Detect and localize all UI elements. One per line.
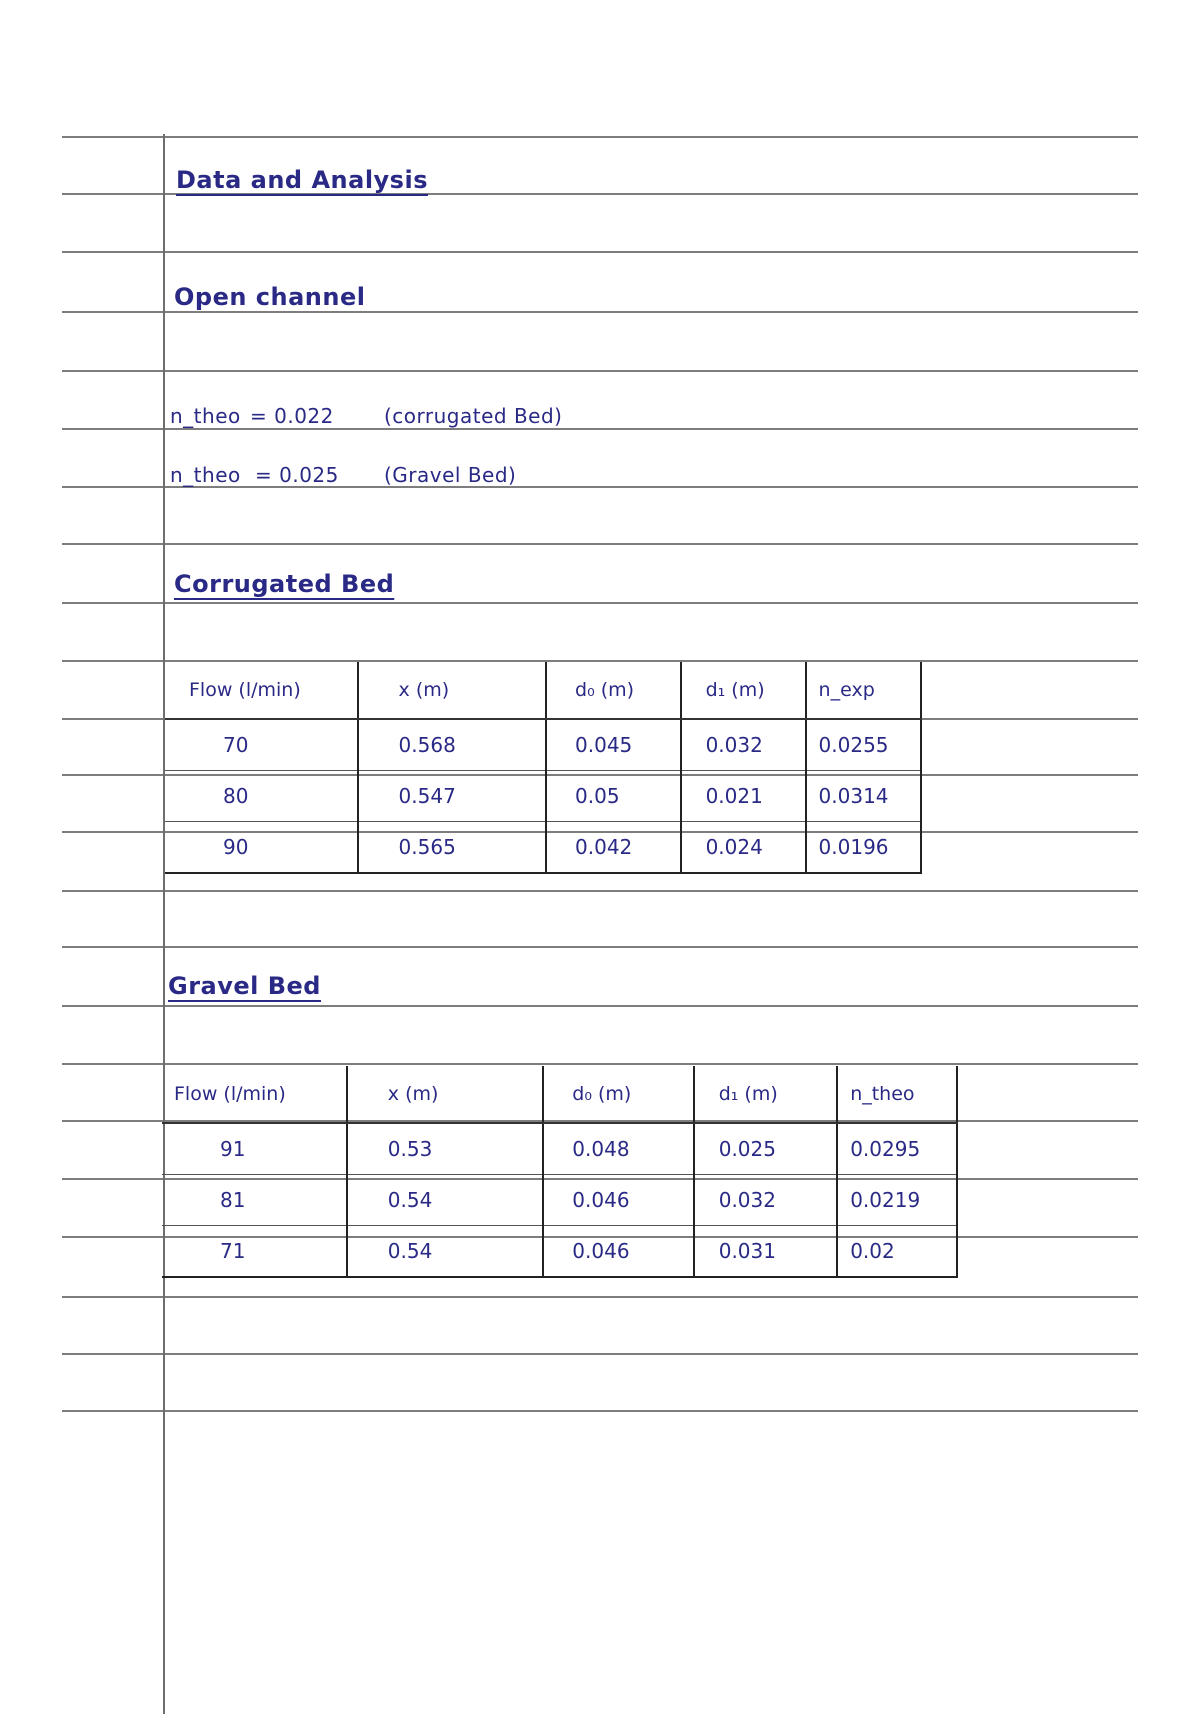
theory-value: = 0.022 xyxy=(250,404,334,428)
table-cell: 0.565 xyxy=(358,822,546,874)
section-title: Open channel xyxy=(174,283,366,311)
column-header: x (m) xyxy=(358,662,546,719)
ruled-line xyxy=(62,1005,1138,1007)
table-cell: 0.0196 xyxy=(806,822,921,874)
column-header: Flow (l/min) xyxy=(162,1066,347,1123)
table-row xyxy=(165,822,921,874)
table-cell: 0.05 xyxy=(546,771,681,822)
table-header-row xyxy=(162,1066,957,1123)
margin-line xyxy=(163,134,165,1714)
column-header: d₁ (m) xyxy=(694,1066,837,1123)
column-header: d₀ (m) xyxy=(543,1066,693,1123)
table-row xyxy=(165,719,921,771)
theory-note: (corrugated Bed) xyxy=(384,404,563,428)
column-header: d₀ (m) xyxy=(546,662,681,719)
column-header: x (m) xyxy=(347,1066,544,1123)
table-cell: 0.042 xyxy=(546,822,681,874)
table-cell: 0.021 xyxy=(681,771,806,822)
table-cell: 0.0255 xyxy=(806,719,921,771)
table-cell: 80 xyxy=(165,771,358,822)
ruled-line xyxy=(62,136,1138,138)
ruled-line xyxy=(62,311,1138,313)
table-cell: 81 xyxy=(162,1175,347,1226)
theory-label: n_theo xyxy=(170,463,241,487)
ruled-line xyxy=(62,890,1138,892)
table-cell: 91 xyxy=(162,1123,347,1175)
gravel-heading: Gravel Bed xyxy=(168,972,321,1000)
table-cell: 0.568 xyxy=(358,719,546,771)
table-cell: 70 xyxy=(165,719,358,771)
page-title: Data and Analysis xyxy=(176,166,428,194)
theory-note: (Gravel Bed) xyxy=(384,463,517,487)
ruled-line xyxy=(62,946,1138,948)
table-row xyxy=(165,771,921,822)
column-header: d₁ (m) xyxy=(681,662,806,719)
table-cell: 0.0314 xyxy=(806,771,921,822)
corrugated-table xyxy=(165,662,922,874)
table-cell: 0.0295 xyxy=(837,1123,957,1175)
ruled-line xyxy=(62,1353,1138,1355)
table-cell: 0.024 xyxy=(681,822,806,874)
table-row xyxy=(162,1175,957,1226)
table-cell: 0.048 xyxy=(543,1123,693,1175)
ruled-line xyxy=(62,1410,1138,1412)
corrugated-heading: Corrugated Bed xyxy=(174,570,395,598)
column-header: n_exp xyxy=(806,662,921,719)
table-cell: 0.045 xyxy=(546,719,681,771)
table-cell: 0.53 xyxy=(347,1123,544,1175)
column-header: n_theo xyxy=(837,1066,957,1123)
table-cell: 0.02 xyxy=(837,1226,957,1278)
table-cell: 0.547 xyxy=(358,771,546,822)
column-header: Flow (l/min) xyxy=(165,662,358,719)
theory-value: = 0.025 xyxy=(255,463,339,487)
table-cell: 71 xyxy=(162,1226,347,1278)
table-cell: 0.032 xyxy=(694,1175,837,1226)
table-cell: 0.046 xyxy=(543,1175,693,1226)
ruled-line xyxy=(62,428,1138,430)
table-cell: 0.025 xyxy=(694,1123,837,1175)
ruled-line xyxy=(62,1063,1138,1065)
table-row xyxy=(162,1123,957,1175)
ruled-line xyxy=(62,543,1138,545)
table-cell: 90 xyxy=(165,822,358,874)
table-header-row xyxy=(165,662,921,719)
theory-label: n_theo xyxy=(170,404,241,428)
gravel-table xyxy=(162,1066,958,1278)
table-cell: 0.0219 xyxy=(837,1175,957,1226)
ruled-line xyxy=(62,1296,1138,1298)
table-cell: 0.032 xyxy=(681,719,806,771)
table-cell: 0.54 xyxy=(347,1175,544,1226)
ruled-line xyxy=(62,251,1138,253)
ruled-line xyxy=(62,602,1138,604)
table-cell: 0.54 xyxy=(347,1226,544,1278)
table-row xyxy=(162,1226,957,1278)
table-cell: 0.046 xyxy=(543,1226,693,1278)
table-cell: 0.031 xyxy=(694,1226,837,1278)
ruled-line xyxy=(62,370,1138,372)
